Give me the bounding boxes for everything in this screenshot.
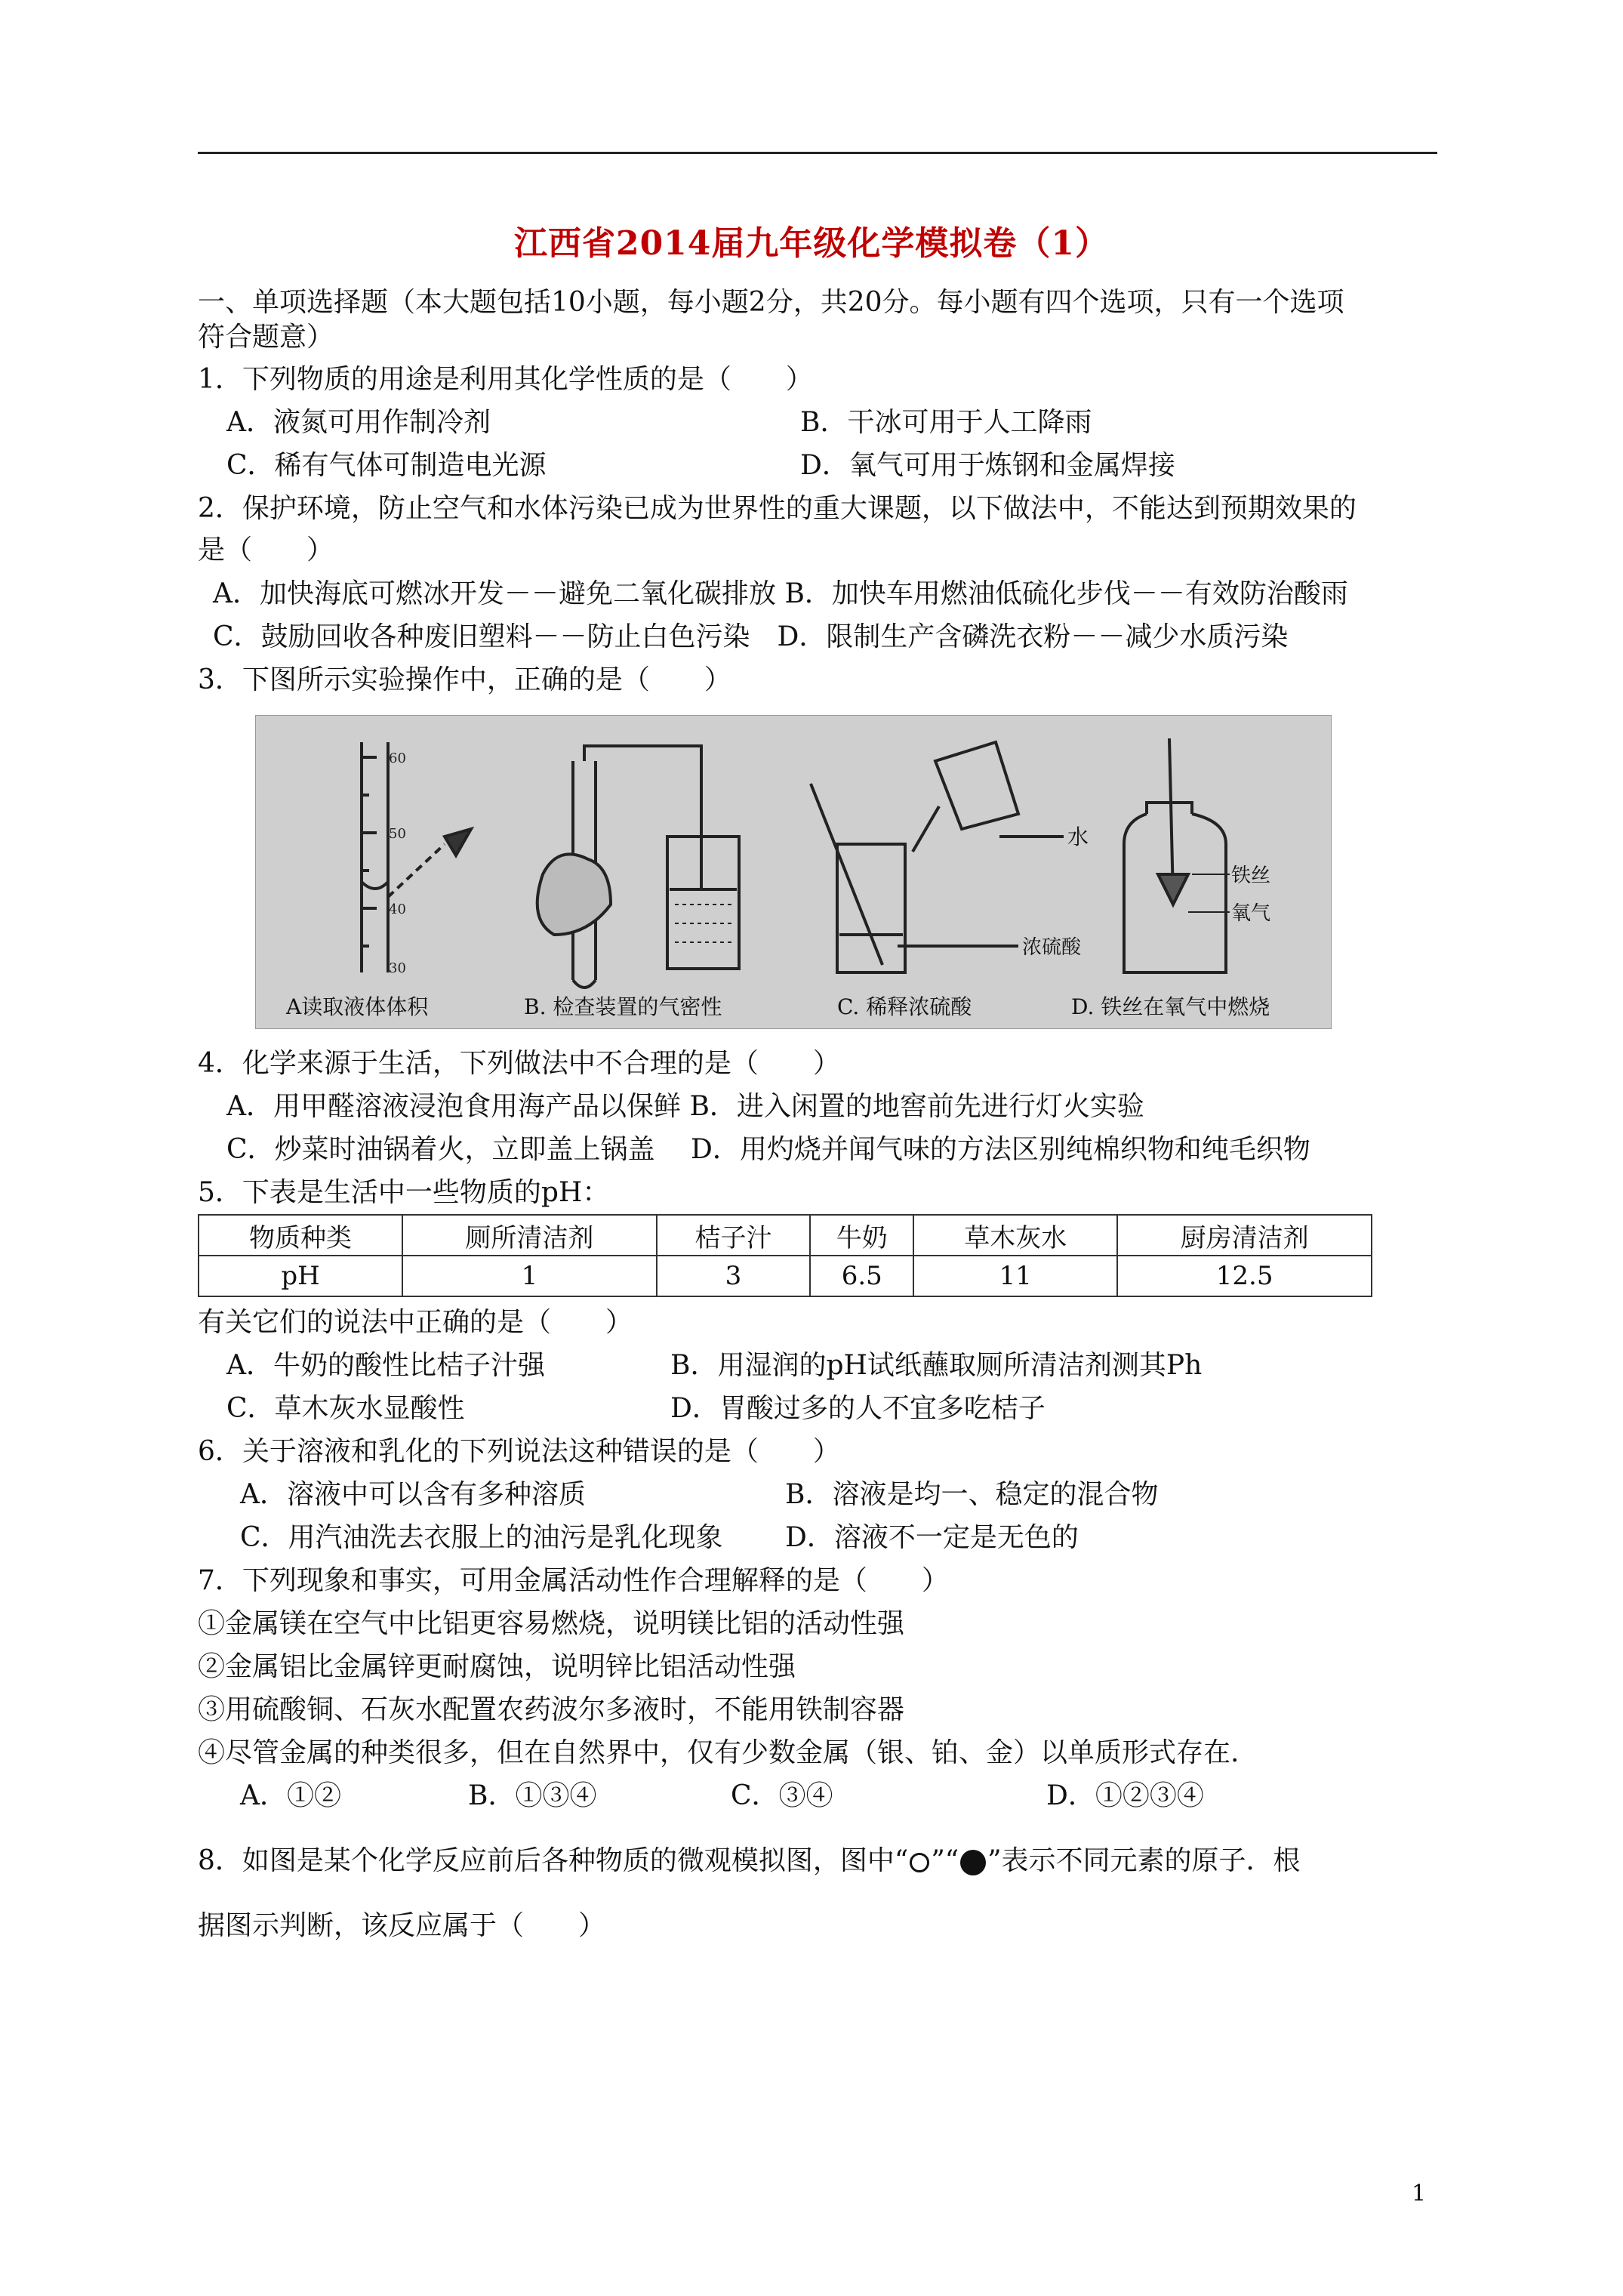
table-cell: 1	[402, 1256, 657, 1296]
q7-statement-3: ③用硫酸铜、石灰水配置农药波尔多液时，不能用铁制容器	[198, 1694, 905, 1725]
table-row	[199, 1256, 1372, 1296]
tick-label-50: 50	[389, 826, 406, 842]
q8-stem-text-3: ”表示不同元素的原子．根	[987, 1845, 1301, 1876]
header-rule	[198, 152, 1437, 154]
section-heading-line2: 符合题意）	[198, 322, 334, 353]
q5-option-a: A．牛奶的酸性比桔子汁强	[226, 1350, 545, 1381]
q8-stem-line2: 据图示判断，该反应属于（ ）	[198, 1910, 606, 1941]
graduated-cylinder-drawing	[362, 742, 471, 972]
table-cell: 草木灰水	[913, 1215, 1117, 1256]
ph-table	[198, 1214, 1372, 1297]
table-cell: pH	[199, 1256, 402, 1296]
q5-stem: 5．下表是生活中一些物质的pH：	[198, 1177, 610, 1208]
q7-option-d: D．①②③④	[1046, 1780, 1204, 1811]
page-number: 1	[1412, 2180, 1427, 2207]
q1-option-d: D．氧气可用于炼钢和金属焊接	[800, 450, 1175, 481]
caption-c: C. 稀释浓硫酸	[837, 994, 972, 1019]
q7-stem: 7．下列现象和事实，可用金属活动性作合理解释的是（ ）	[198, 1565, 949, 1596]
q6-option-a: A．溶液中可以含有多种溶质	[240, 1479, 586, 1510]
caption-b: B. 检查装置的气密性	[524, 994, 722, 1019]
table-cell: 物质种类	[199, 1215, 402, 1256]
q4-options-cd: C．炒菜时油锅着火，立即盖上锅盖 D．用灼烧并闻气味的方法区别纯棉织物和纯毛织物	[226, 1134, 1310, 1165]
q7-option-b: B．①③④	[468, 1780, 597, 1811]
q2-stem-line1: 2．保护环境，防止空气和水体污染已成为世界性的重大课题，以下做法中，不能达到预期效果的	[198, 493, 1357, 524]
q7-option-a: A．①②	[240, 1780, 341, 1811]
q8-stem-text-1: 8．如图是某个化学反应前后各种物质的微观模拟图，图中“	[198, 1845, 909, 1876]
table-cell: 厨房清洁剂	[1117, 1215, 1372, 1256]
q6-option-d: D．溶液不一定是无色的	[785, 1522, 1079, 1553]
lab-operations-figure	[255, 715, 1332, 1029]
q5-option-c: C．草木灰水显酸性	[226, 1393, 465, 1424]
q7-option-c: C．③④	[731, 1780, 833, 1811]
q2-options-ab: A．加快海底可燃冰开发－－避免二氧化碳排放 B．加快车用燃油低硫化步伐－－有效防治酸雨	[213, 578, 1348, 609]
q7-statement-1: ①金属镁在空气中比铝更容易燃烧，说明镁比铝的活动性强	[198, 1608, 905, 1639]
q4-stem: 4．化学来源于生活，下列做法中不合理的是（ ）	[198, 1048, 840, 1079]
q6-option-c: C．用汽油洗去衣服上的油污是乳化现象	[240, 1522, 723, 1553]
table-cell: 12.5	[1117, 1256, 1372, 1296]
q6-option-b: B．溶液是均一、稳定的混合物	[785, 1479, 1159, 1510]
q2-options-cd: C．鼓励回收各种废旧塑料－－防止白色污染 D．限制生产含磷洗衣粉－－减少水质污染	[213, 621, 1289, 652]
section-heading-line1: 一、单项选择题（本大题包括10小题，每小题2分，共20分。每小题有四个选项，只有一个选项	[198, 287, 1344, 318]
q2-stem-line2: 是（ ）	[198, 535, 334, 566]
exam-title: 江西省2014届九年级化学模拟卷（1）	[513, 224, 1110, 263]
table-cell: 6.5	[810, 1256, 913, 1296]
tick-label-40: 40	[389, 901, 406, 917]
q1-option-c: C．稀有气体可制造电光源	[226, 450, 547, 481]
table-cell: 3	[657, 1256, 811, 1296]
table-row	[199, 1215, 1372, 1256]
q6-stem: 6．关于溶液和乳化的下列说法这种错误的是（ ）	[198, 1436, 840, 1467]
table-cell: 桔子汁	[657, 1215, 811, 1256]
q1-stem: 1．下列物质的用途是利用其化学性质的是（ ）	[198, 364, 813, 395]
q7-statement-2: ②金属铝比金属锌更耐腐蚀，说明锌比铝活动性强	[198, 1651, 796, 1682]
tick-label-30: 30	[389, 960, 406, 976]
q5-sub-stem: 有关它们的说法中正确的是（ ）	[198, 1307, 633, 1338]
q8-stem-line1	[198, 1844, 1301, 1878]
q1-option-b: B．干冰可用于人工降雨	[800, 407, 1092, 438]
table-cell: 11	[913, 1256, 1117, 1296]
caption-d: D. 铁丝在氧气中燃烧	[1071, 994, 1270, 1019]
label-oxygen: 氧气	[1231, 902, 1271, 925]
filled-circle-atom-icon	[960, 1850, 986, 1875]
caption-a: A读取液体体积	[286, 994, 429, 1019]
q8-stem-text-2: ”“	[931, 1845, 959, 1876]
iron-wire-bottle-drawing	[1124, 738, 1230, 972]
q5-option-b: B．用湿润的pH试纸蘸取厕所清洁剂测其Ph	[670, 1350, 1203, 1381]
q4-options-ab: A．用甲醛溶液浸泡食用海产品以保鲜 B．进入闲置的地窖前先进行灯火实验	[226, 1091, 1144, 1122]
label-water: 水	[1067, 824, 1089, 849]
label-conc-acid: 浓硫酸	[1022, 936, 1082, 959]
tick-label-60: 60	[389, 750, 406, 766]
q5-option-d: D．胃酸过多的人不宜多吃桔子	[670, 1393, 1046, 1424]
open-circle-atom-icon	[910, 1853, 929, 1872]
q1-option-a: A．液氮可用作制冷剂	[226, 407, 491, 438]
table-cell: 厕所清洁剂	[402, 1215, 657, 1256]
label-iron-wire: 铁丝	[1231, 864, 1271, 887]
q7-statement-4: ④尽管金属的种类很多，但在自然界中，仅有少数金属（银、铂、金）以单质形式存在.	[198, 1737, 1240, 1768]
table-cell: 牛奶	[810, 1215, 913, 1256]
airtightness-apparatus-drawing	[537, 746, 739, 988]
q3-stem: 3．下图所示实验操作中，正确的是（ ）	[198, 664, 731, 695]
